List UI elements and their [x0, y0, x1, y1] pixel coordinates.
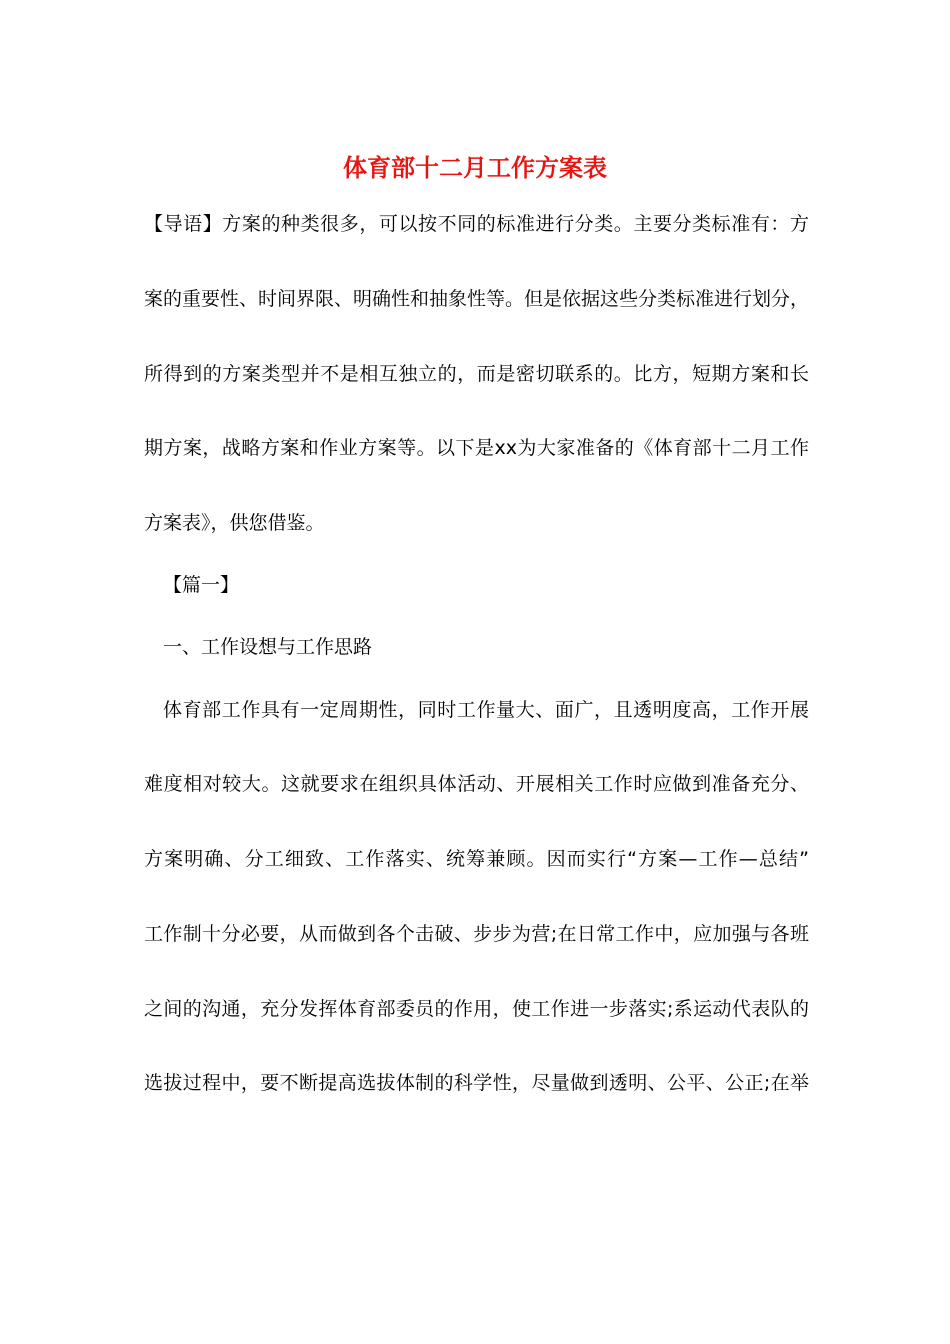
body-line: 选拔过程中，要不断提高选拔体制的科学性，尽量做到透明、公平、公正;在举: [144, 1072, 809, 1094]
intro-line: 期方案，战略方案和作业方案等。以下是xx为大家准备的《体育部十二月工作: [144, 437, 809, 459]
body-line: 体育部工作具有一定周期性，同时工作量大、面广，且透明度高，工作开展: [163, 699, 809, 721]
section-label: 【篇一】: [163, 574, 240, 596]
body-line: 难度相对较大。这就要求在组织具体活动、开展相关工作时应做到准备充分、: [144, 773, 809, 795]
intro-line: 方案表》，供您借鉴。: [144, 512, 325, 534]
body-line: 工作制十分必要，从而做到各个击破、步步为营;在日常工作中，应加强与各班: [144, 923, 809, 945]
body-line: 之间的沟通，充分发挥体育部委员的作用，使工作进一步落实;系运动代表队的: [144, 998, 809, 1020]
intro-line: 案的重要性、时间界限、明确性和抽象性等。但是依据这些分类标准进行划分，: [144, 288, 810, 310]
document-title: 体育部十二月工作方案表: [343, 153, 607, 182]
section-heading: 一、工作设想与工作思路: [163, 636, 373, 658]
intro-line: 【导语】方案的种类很多，可以按不同的标准进行分类。主要分类标准有：方: [144, 213, 809, 235]
body-line: 方案明确、分工细致、工作落实、统筹兼顾。因而实行“方案—工作—总结”: [144, 848, 809, 870]
intro-line: 所得到的方案类型并不是相互独立的，而是密切联系的。比方，短期方案和长: [144, 363, 809, 385]
